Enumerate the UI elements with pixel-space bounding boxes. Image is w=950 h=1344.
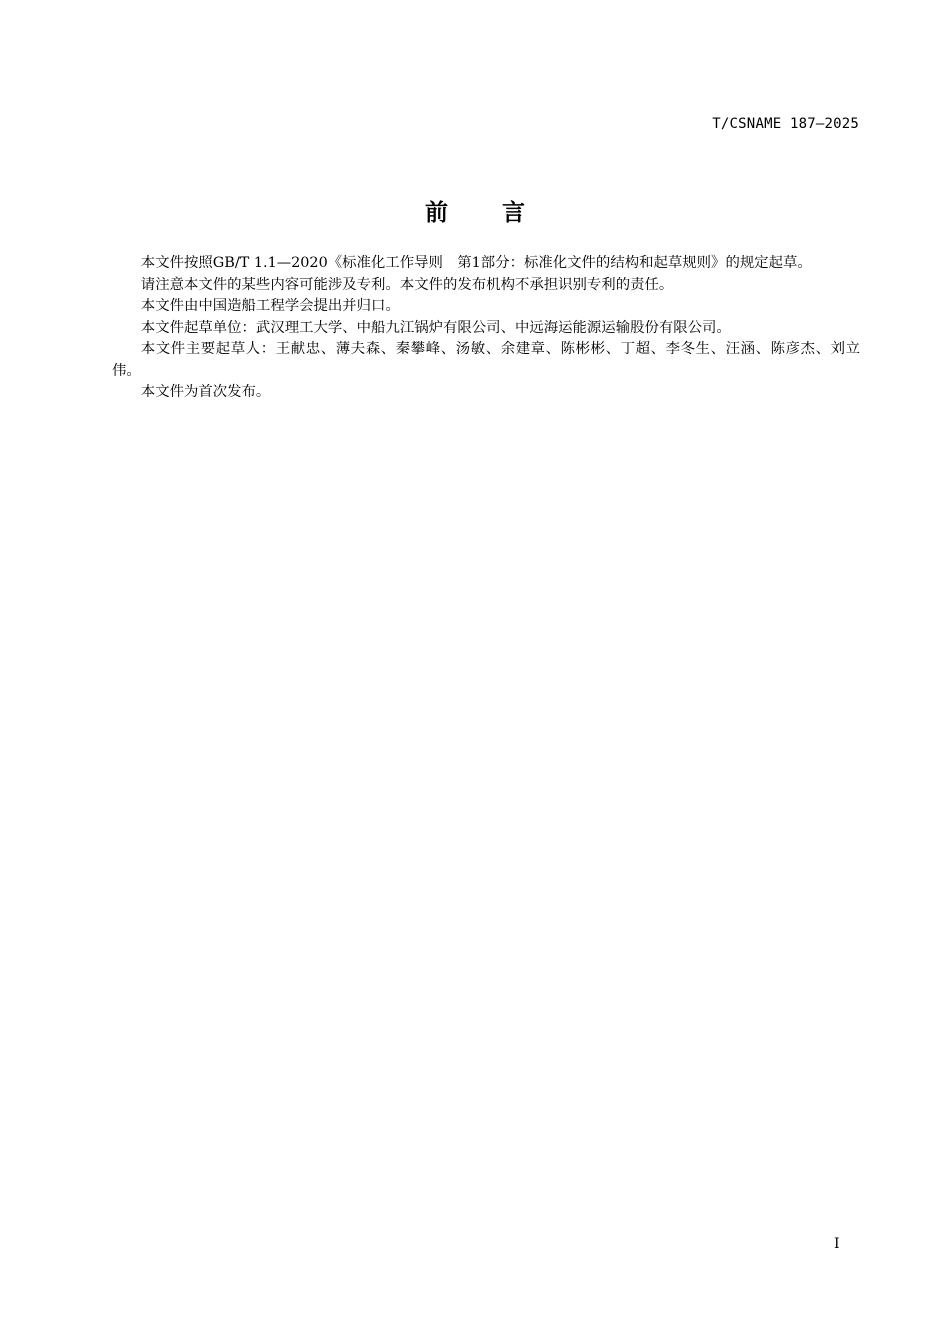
title-char-1: 前 — [425, 200, 448, 226]
page-number: I — [834, 1236, 840, 1252]
foreword-body — [112, 253, 860, 404]
foreword-paragraph-proposer: 本文件由中国造船工程学会提出并归口。 — [140, 298, 400, 314]
foreword-paragraph-drafting-rules: 本文件按照GB/T 1.1—2020《标准化工作导则 第1部分：标准化文件的结构和起草规则》的规定起草。 — [140, 255, 812, 271]
foreword-paragraph-patent-notice: 请注意本文件的某些内容可能涉及专利。本文件的发布机构不承担识别专利的责任。 — [140, 276, 674, 293]
title-char-2: 言 — [502, 200, 525, 226]
foreword-paragraph-first-release: 本文件为首次发布。 — [140, 384, 271, 400]
standard-code: T/CSNAME 187—2025 — [712, 116, 859, 132]
page-title — [0, 194, 950, 227]
foreword-paragraph-drafters: 本文件主要起草人：王献忠、薄夫森、秦攀峰、汤敏、余建章、陈彬彬、丁超、李冬生、汪涵、陈彦杰、刘立伟。 — [112, 341, 860, 379]
foreword-paragraph-drafting-units: 本文件起草单位：武汉理工大学、中船九江锅炉有限公司、中远海运能源运输股份有限公司。 — [140, 319, 731, 336]
